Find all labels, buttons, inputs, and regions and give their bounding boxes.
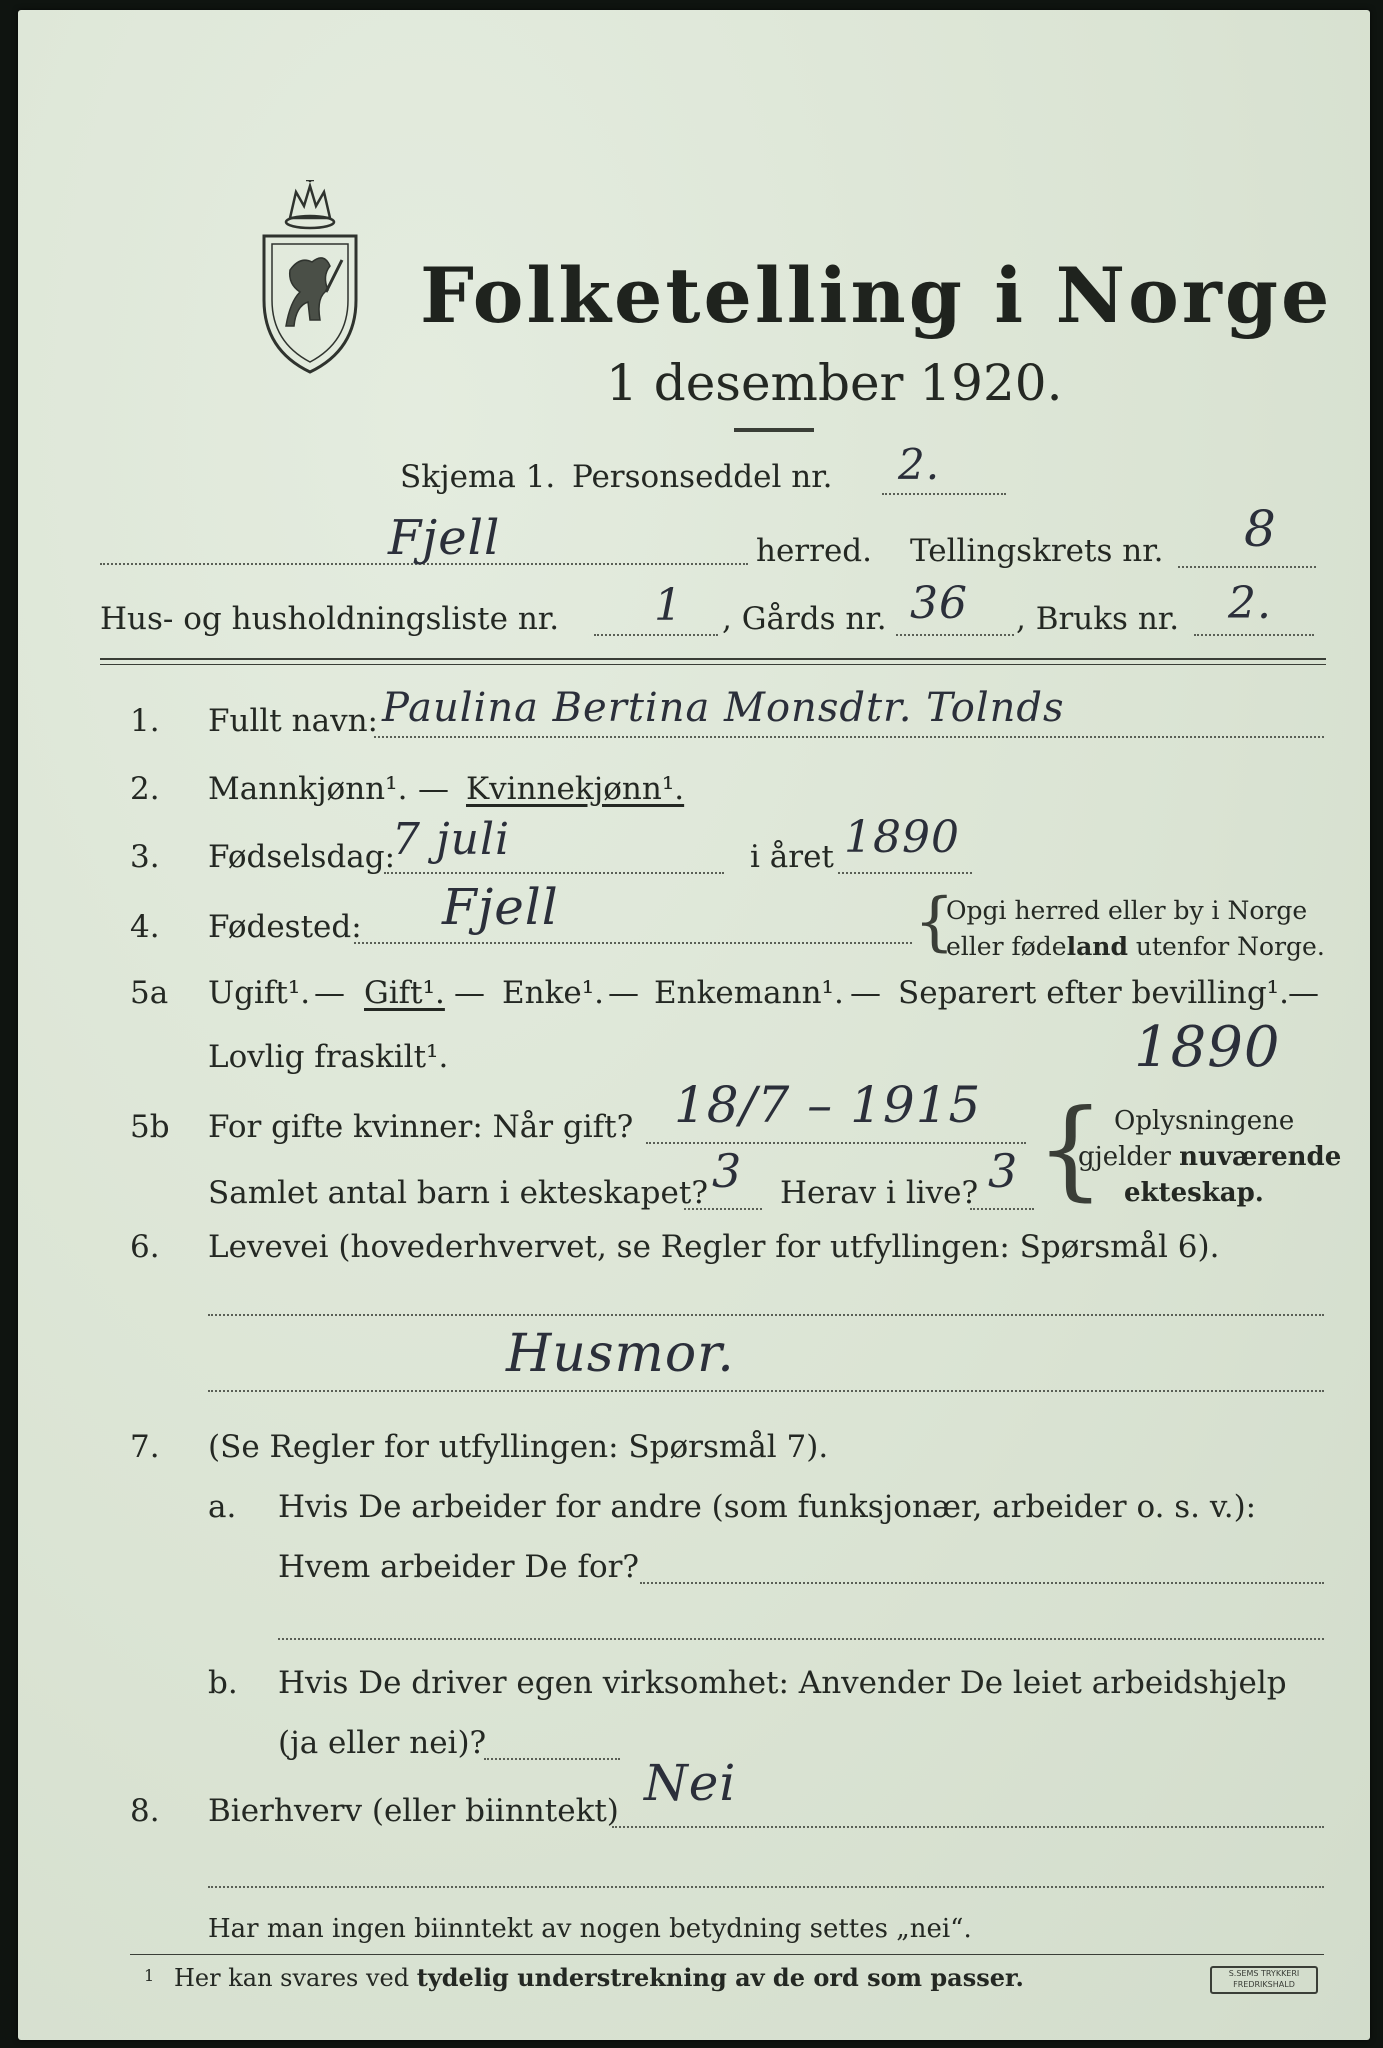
q8-number: 8.: [130, 1793, 160, 1829]
bruks-label: , Bruks nr.: [1016, 601, 1180, 637]
q3-year-value: 1890: [844, 812, 960, 863]
header-rule: [100, 658, 1326, 660]
gards-value: 36: [910, 578, 968, 629]
q7a-line2: Hvem arbeider De for?: [278, 1549, 640, 1585]
q5a-fraskilt: Lovlig fraskilt¹.: [208, 1039, 449, 1075]
q7b-answer-line: [484, 1758, 620, 1760]
q7a-line1: Hvis De arbeider for andre (som funksjonær, arbeider o. s. v.):: [278, 1489, 1257, 1525]
tellingskrets-line: [1178, 566, 1316, 568]
q5a-gift: Gift¹.: [364, 975, 445, 1011]
q5b-alive-line: [970, 1208, 1034, 1210]
q5b-label: For gifte kvinner: Når gift?: [208, 1109, 634, 1145]
personseddel-line: [882, 493, 1006, 495]
q5b-note-line1: Oplysningene: [1114, 1106, 1295, 1136]
gards-label: , Gårds nr.: [722, 601, 887, 637]
q5b-married-value: 18/7 – 1915: [674, 1076, 982, 1134]
q5b-alive-label: Herav i live?: [780, 1175, 979, 1211]
q8-label: Bierhverv (eller biinntekt): [208, 1793, 619, 1829]
q5b-brace: {: [1036, 1087, 1105, 1212]
tellingskrets-value: 8: [1244, 500, 1277, 558]
form-title: Folketelling i Norge: [420, 251, 1333, 340]
q5a-sep3: —: [608, 975, 639, 1011]
q5b-children-line: [684, 1208, 762, 1210]
footnote-number: 1: [144, 1966, 155, 1985]
header-rule-thin: [100, 664, 1326, 665]
census-form: [18, 10, 1370, 2040]
q7a-number: a.: [208, 1489, 237, 1525]
footnote-text: Her kan svares ved tydelig understrekning av de ord som passer.: [174, 1963, 1024, 1992]
q7-number: 7.: [130, 1429, 160, 1465]
q7-label: (Se Regler for utfyllingen: Spørsmål 7).: [208, 1429, 829, 1465]
bruks-line: [1194, 634, 1314, 636]
q5a-sep5: —: [1288, 975, 1319, 1011]
q5b-note-line2: gjelder nuværende: [1078, 1142, 1342, 1172]
footer-note: Har man ingen biinntekt av nogen betydning settes „nei“.: [208, 1914, 972, 1944]
q5b-number: 5b: [130, 1109, 170, 1145]
q3-day-line: [384, 872, 724, 874]
q5a-ugift: Ugift¹.: [208, 975, 311, 1011]
q3-number: 3.: [130, 839, 160, 875]
printer-stamp: S.SEMS TRYKKERI FREDRIKSHALD: [1210, 1966, 1318, 1994]
herred-value: Fjell: [388, 510, 501, 566]
q4-brace: {: [914, 885, 955, 959]
census-date: 1 desember 1920.: [606, 354, 1063, 412]
personseddel-value: 2.: [898, 440, 941, 489]
schema-label: Skjema 1.: [400, 459, 556, 495]
footer-rule: [130, 1954, 1324, 1955]
q7a-answer-line-1: [640, 1582, 1324, 1584]
q5a-sep2: —: [454, 975, 485, 1011]
q4-line: [354, 942, 912, 944]
q6-line-2: [208, 1390, 1324, 1392]
q5b-alive-value: 3: [988, 1144, 1019, 1198]
liste-label: Hus- og husholdningsliste nr.: [100, 601, 560, 637]
q3-year-line: [838, 872, 972, 874]
q5b-note-line3: ekteskap.: [1124, 1178, 1264, 1208]
q6-value: Husmor.: [506, 1324, 735, 1384]
liste-line: [594, 634, 718, 636]
liste-value: 1: [654, 580, 683, 631]
q1-label: Fullt navn:: [208, 703, 378, 739]
q4-note-line1: Opgi herred eller by i Norge: [946, 896, 1308, 925]
q5a-number: 5a: [130, 975, 169, 1011]
q3-label: Fødselsdag:: [208, 839, 396, 875]
q2-number: 2.: [130, 771, 160, 807]
personseddel-label: Personseddel nr.: [572, 459, 833, 495]
q1-value: Paulina Bertina Monsdtr. Tolnds: [382, 685, 1065, 731]
q4-label: Fødested:: [208, 909, 362, 945]
q5b-children-label: Samlet antal barn i ekteskapet?: [208, 1175, 708, 1211]
q8-line: [612, 1826, 1324, 1828]
q2-sep: —: [418, 771, 449, 807]
q5a-sep1: —: [314, 975, 345, 1011]
title-divider: [734, 428, 814, 432]
q5b-children-value: 3: [712, 1144, 743, 1198]
q4-note-line2: eller fødeland utenfor Norge.: [946, 932, 1325, 961]
q5b-married-line: [646, 1142, 1026, 1144]
q1-line: [374, 736, 1324, 738]
q4-number: 4.: [130, 909, 160, 945]
q5a-enkemann: Enkemann¹.: [654, 975, 844, 1011]
q7b-line1: Hvis De driver egen virksomhet: Anvender De leiet arbeidshjelp: [278, 1665, 1287, 1701]
herred-label: herred.: [756, 533, 872, 569]
q5b-margin-note: 1890: [1134, 1015, 1281, 1080]
coat-of-arms-icon: [250, 180, 370, 380]
q2-female: Kvinnekjønn¹.: [466, 771, 685, 807]
q7a-answer-line-2: [278, 1638, 1324, 1640]
q3-year-label: i året: [750, 839, 834, 875]
q8-value: Nei: [644, 1754, 737, 1812]
q7b-number: b.: [208, 1665, 238, 1701]
q3-day-value: 7 juli: [392, 814, 511, 865]
q6-number: 6.: [130, 1229, 160, 1265]
q2-male: Mannkjønn¹.: [208, 771, 408, 807]
q5a-enke: Enke¹.: [502, 975, 605, 1011]
q4-value: Fjell: [442, 878, 559, 936]
bruks-value: 2.: [1228, 578, 1272, 629]
q5a-separert: Separert efter bevilling¹.: [898, 975, 1289, 1011]
q1-number: 1.: [130, 703, 160, 739]
q5a-sep4: —: [850, 975, 881, 1011]
tellingskrets-label: Tellingskrets nr.: [910, 533, 1164, 569]
q6-line-1: [208, 1314, 1324, 1316]
gards-line: [896, 634, 1014, 636]
q7b-line2: (ja eller nei)?: [278, 1725, 487, 1761]
q8-line-2: [208, 1886, 1324, 1888]
q6-label: Levevei (hovederhvervet, se Regler for utfyllingen: Spørsmål 6).: [208, 1229, 1220, 1265]
